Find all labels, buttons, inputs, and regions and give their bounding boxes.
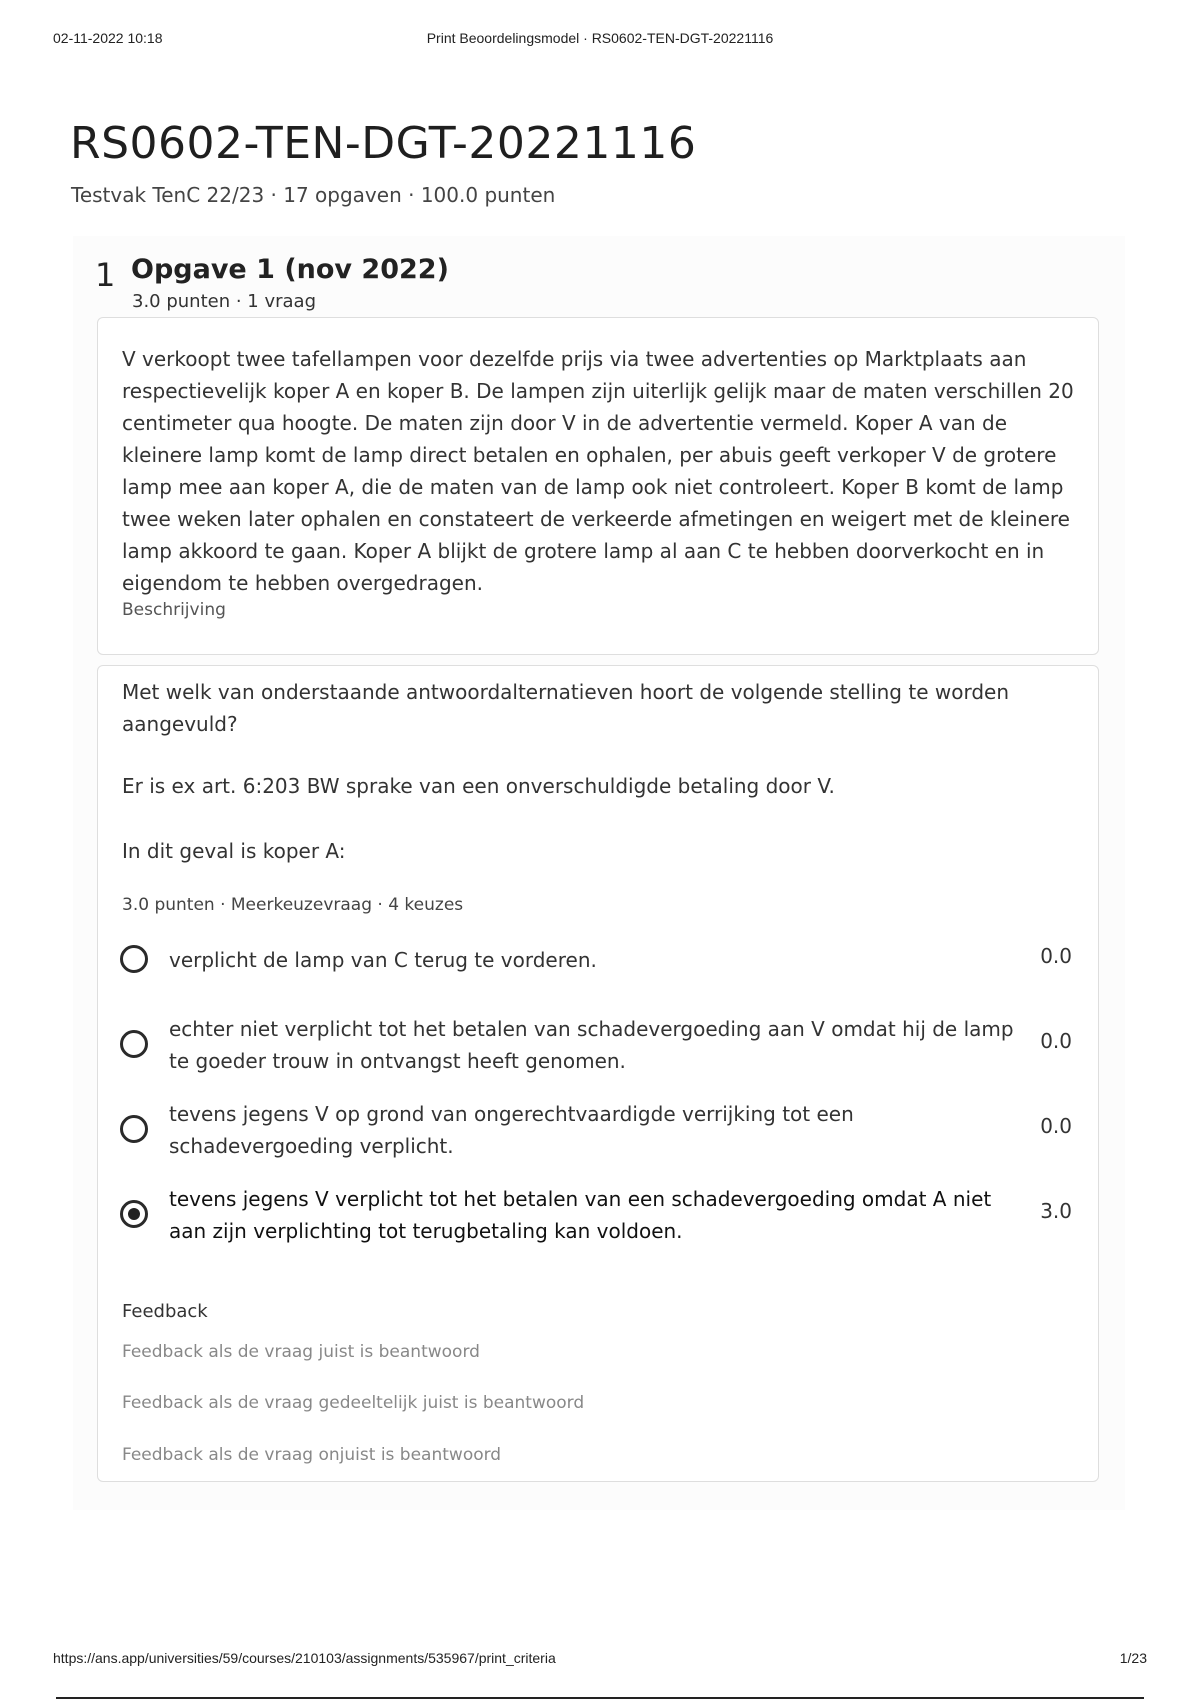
radio-button[interactable] — [120, 1030, 148, 1058]
answer-option-score: 3.0 — [1040, 1199, 1072, 1223]
answer-option-score: 0.0 — [1040, 1114, 1072, 1138]
answer-option[interactable] — [120, 1011, 1072, 1077]
exercise-number: 1 — [95, 256, 116, 294]
exercise-title: Opgave 1 (nov 2022) — [131, 254, 449, 285]
feedback-partial: Feedback als de vraag gedeeltelijk juist is beantwoord — [122, 1393, 585, 1413]
answer-option[interactable] — [120, 1096, 1072, 1162]
print-url: https://ans.app/universities/59/courses/210103/assignments/535967/print_criteria — [53, 1650, 556, 1666]
question-statement: Er is ex art. 6:203 BW sprake van een onverschuldigde betaling door V. — [122, 774, 835, 798]
answer-option-label: echter niet verplicht tot het betalen van schadevergoeding aan V omdat hij de lamp te goeder trouw in ontvangst heeft genomen. — [169, 1017, 1014, 1073]
question-meta: 3.0 punten · Meerkeuzevraag · 4 keuzes — [122, 895, 464, 915]
radio-button[interactable] — [120, 945, 148, 973]
feedback-title: Feedback — [122, 1301, 208, 1322]
print-date: 02-11-2022 10:18 — [53, 30, 163, 46]
answer-option-correct[interactable] — [120, 1181, 1072, 1247]
print-document-title: Print Beoordelingsmodel · RS0602-TEN-DGT-20221116 — [426, 30, 774, 46]
description-text: V verkoopt twee tafellampen voor dezelfde prijs via twee advertenties op Marktplaats aan respectievelijk koper A en koper B. De lampen zijn uiterlijk gelijk maar de maten verschillen 20 centimeter qua hoogte. De maten zijn door V in de advertentie vermeld. Koper A van de kleinere lamp komt de lamp direct betalen en ophalen, per abuis geeft verkoper V de grotere lamp mee aan koper A, die de maten van de lamp ook niet controleert. Koper B komt de lamp twee weken later ophalen en constateert de verkeerde afmetingen en weigert met de kleinere lamp akkoord te gaan. Koper A blijkt de grotere lamp al aan C te hebben doorverkocht en in eigendom te hebben overgedragen. — [122, 347, 1074, 595]
answer-option-label: verplicht de lamp van C terug te vorderen. — [169, 948, 597, 972]
page-number: 1/23 — [1119, 1650, 1147, 1666]
radio-button[interactable] — [120, 1115, 148, 1143]
page-subtitle: Testvak TenC 22/23 · 17 opgaven · 100.0 punten — [71, 183, 556, 207]
description-label: Beschrijving — [122, 600, 226, 620]
feedback-incorrect: Feedback als de vraag onjuist is beantwoord — [122, 1445, 502, 1465]
question-prompt: Met welk van onderstaande antwoordalternatieven hoort de volgende stelling te worden aangevuld? — [122, 680, 1009, 736]
answer-option[interactable] — [120, 926, 1072, 992]
description-card — [97, 317, 1099, 655]
answer-option-score: 0.0 — [1040, 944, 1072, 968]
question-lead: In dit geval is koper A: — [122, 839, 346, 863]
page-divider — [56, 1697, 1144, 1699]
answer-option-score: 0.0 — [1040, 1029, 1072, 1053]
question-card — [97, 665, 1099, 1482]
exercise-meta: 3.0 punten · 1 vraag — [132, 291, 317, 312]
feedback-correct: Feedback als de vraag juist is beantwoord — [122, 1342, 480, 1362]
radio-button-checked[interactable] — [120, 1200, 148, 1228]
answer-option-label: tevens jegens V verplicht tot het betalen van een schadevergoeding omdat A niet aan zijn verplichting tot terugbetaling kan voldoen. — [169, 1187, 992, 1243]
print-header — [53, 30, 1147, 50]
answer-option-label: tevens jegens V op grond van ongerechtvaardigde verrijking tot een schadevergoeding verplicht. — [169, 1102, 854, 1158]
exercise-section — [73, 236, 1125, 1510]
page-title: RS0602-TEN-DGT-20221116 — [70, 118, 697, 169]
